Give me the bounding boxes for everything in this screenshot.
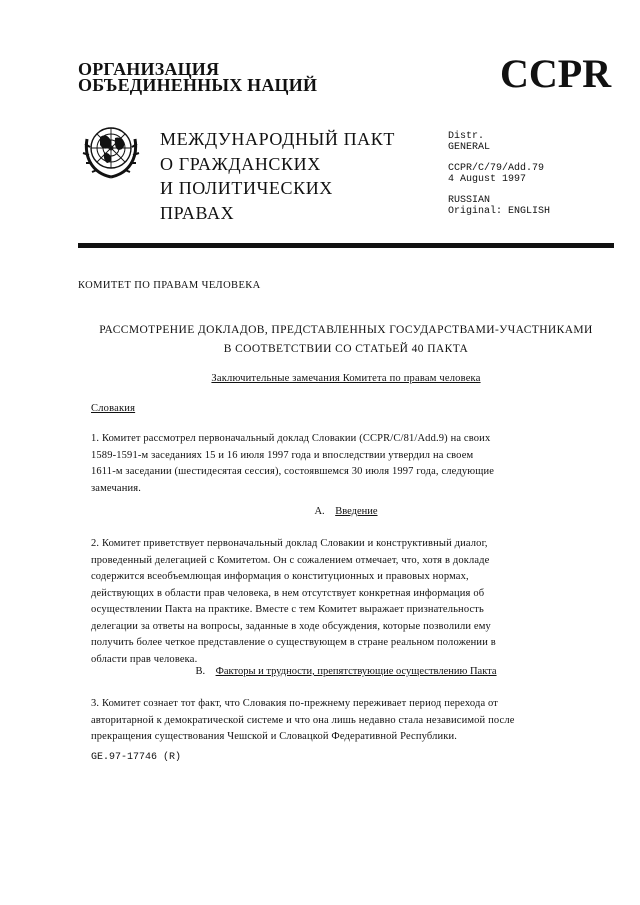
paragraph-2 bbox=[91, 536, 591, 668]
treaty-title-line: И ПОЛИТИЧЕСКИХ bbox=[160, 178, 333, 198]
org-line-2: ОБЪЕДИНЕННЫХ НАЦИЙ bbox=[78, 75, 318, 95]
document-series-symbol: CCPR bbox=[500, 51, 612, 96]
document-metadata bbox=[448, 131, 550, 217]
document-job-number: GE.97-17746 (R) bbox=[91, 752, 182, 763]
section-title: Факторы и трудности, препятствующие осуществлению Пакта bbox=[215, 666, 497, 677]
paragraph-line: 3. Комитет сознает тот факт, что Словакия по-прежнему переживает период перехода от bbox=[91, 698, 499, 709]
section-b-heading bbox=[78, 666, 614, 677]
paragraph-line: 1589-1591-м заседаниях 15 и 16 июля 1997 года и впоследствии утвердил на своем bbox=[91, 449, 474, 461]
paragraph-line: осуществлении Пакта на практике. Вместе с тем Комитет выражает признательность bbox=[91, 604, 484, 615]
section-letter: B. bbox=[195, 666, 206, 677]
paragraph-line: 1611-м заседании (шестидесятая сессия), состоявшемся 30 июля 1997 года, следующие bbox=[91, 466, 495, 477]
organization-name bbox=[78, 61, 317, 93]
country-name: Словакия bbox=[91, 403, 136, 414]
document-subtitle bbox=[78, 373, 614, 384]
document-language: RUSSIAN bbox=[448, 195, 491, 206]
document-title-line-1: РАССМОТРЕНИЕ ДОКЛАДОВ, ПРЕДСТАВЛЕННЫХ ГОСУДАРСТВАМИ-УЧАСТНИКАМИ bbox=[99, 324, 593, 336]
document-symbol: CCPR/C/79/Add.79 bbox=[448, 163, 545, 174]
paragraph-line: содержится всеобъемлющая информация о конституционных и правовых нормах, bbox=[91, 571, 469, 582]
paragraph-line: прекращения существования Чешской и Словацкой Федеративной Республики. bbox=[91, 731, 458, 742]
distribution-value: GENERAL bbox=[448, 142, 491, 153]
header-divider bbox=[78, 243, 614, 248]
document-title-line-2: В СООТВЕТСТВИИ СО СТАТЬЕЙ 40 ПАКТА bbox=[223, 343, 469, 355]
paragraph-line: замечания. bbox=[91, 482, 141, 494]
treaty-title bbox=[160, 127, 395, 225]
document-date: 4 August 1997 bbox=[448, 174, 527, 185]
paragraph-1 bbox=[91, 431, 591, 497]
country-heading bbox=[91, 403, 135, 414]
treaty-title-line: МЕЖДУНАРОДНЫЙ ПАКТ bbox=[160, 129, 395, 149]
paragraph-line: проведенный делегацией с Комитетом. Он с сожалением отмечает, что, хотя в докладе bbox=[91, 554, 490, 566]
treaty-title-line: ПРАВАХ bbox=[160, 202, 235, 223]
paragraph-line: 2. Комитет приветствует первоначальный доклад Словакии и конструктивный диалог, bbox=[91, 538, 488, 549]
org-line-1: ОРГАНИЗАЦИЯ bbox=[78, 59, 220, 79]
paragraph-line: области прав человека. bbox=[91, 653, 198, 665]
section-a-heading bbox=[78, 506, 614, 517]
paragraph-line: получить более четкое представление о существующем в стране реальном положении в bbox=[91, 637, 496, 648]
committee-name: КОМИТЕТ ПО ПРАВАМ ЧЕЛОВЕКА bbox=[78, 280, 261, 291]
un-emblem-icon bbox=[78, 117, 144, 183]
paragraph-line: 1. Комитет рассмотрел первоначальный доклад Словакии (CCPR/C/81/Add.9) на своих bbox=[91, 433, 491, 444]
paragraph-3 bbox=[91, 696, 591, 746]
treaty-title-line: О ГРАЖДАНСКИХ bbox=[160, 153, 321, 174]
subtitle-text: Заключительные замечания Комитета по правам человека bbox=[211, 373, 481, 384]
distribution-label: Distr. bbox=[448, 131, 485, 142]
original-language: Original: ENGLISH bbox=[448, 206, 551, 217]
paragraph-line: авторитарной к демократической системе и что она лишь недавно стала независимой после bbox=[91, 714, 515, 726]
paragraph-line: делегации за ответы на вопросы, заданные в ходе обсуждения, которые позволили ему bbox=[91, 620, 491, 632]
section-letter: A. bbox=[314, 506, 325, 517]
paragraph-line: действующих в области прав человека, в нем отсутствует конкретная информация об bbox=[91, 587, 485, 599]
section-title: Введение bbox=[335, 506, 378, 517]
